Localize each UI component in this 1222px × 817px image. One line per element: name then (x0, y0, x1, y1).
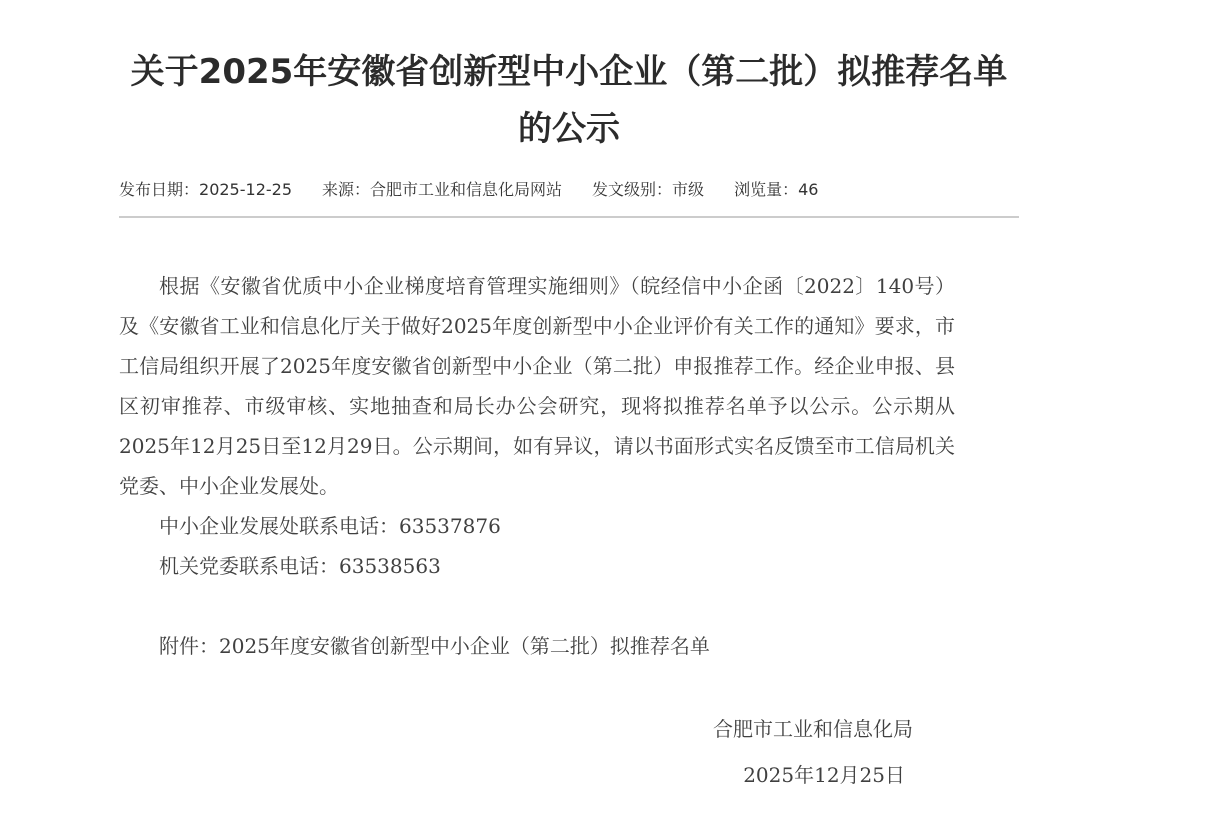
meta-source-label: 来源： (322, 180, 371, 199)
article-body (119, 266, 955, 798)
meta-source-value: 合肥市工业和信息化局网站 (370, 180, 563, 199)
meta-doc-level (592, 179, 704, 201)
contact-phone-sme-division: 中小企业发展处联系电话：63537876 (159, 514, 501, 538)
announcement-article (119, 0, 1019, 798)
meta-publish-date-value: 2025-12-25 (199, 180, 292, 199)
attachment-link[interactable]: 附件：2025年度安徽省创新型中小企业（第二批）拟推荐名单 (159, 634, 710, 658)
meta-doc-level-label: 发文级别： (592, 180, 673, 199)
meta-view-count-label: 浏览量： (734, 180, 799, 199)
body-paragraph: 根据《安徽省优质中小企业梯度培育管理实施细则》（皖经信中小企函〔2022〕140号）及《安徽省工业和信息化厅关于做好2025年度创新型中小企业评价有关工作的通知》要求，市工信局组织开展了2025年度安徽省创新型中小企业（第二批）申报推荐工作。经企业申报、县区初审推荐、市级审核、实地抽查和局长办公会研究，现将拟推荐名单予以公示。公示期从2025年12月25日至12月29日。公示期间，如有异议，请以书面形式实名反馈至市工信局机关党委、中小企业发展处。 (119, 274, 955, 498)
meta-view-count-value: 46 (798, 180, 819, 199)
meta-doc-level-value: 市级 (672, 180, 705, 199)
meta-publish-date (119, 179, 292, 201)
header-divider (119, 216, 1019, 218)
contact-phone-party-committee: 机关党委联系电话：63538563 (159, 554, 441, 578)
signature-block (119, 706, 955, 798)
meta-source (322, 179, 562, 201)
signature-date: 2025年12月25日 (743, 763, 905, 787)
page-title: 关于2025年安徽省创新型中小企业（第二批）拟推荐名单的公示 (130, 52, 1008, 149)
meta-publish-date-label: 发布日期： (119, 180, 200, 199)
signature-organization: 合肥市工业和信息化局 (713, 717, 913, 741)
meta-bar (119, 179, 1019, 201)
meta-view-count (734, 179, 818, 201)
